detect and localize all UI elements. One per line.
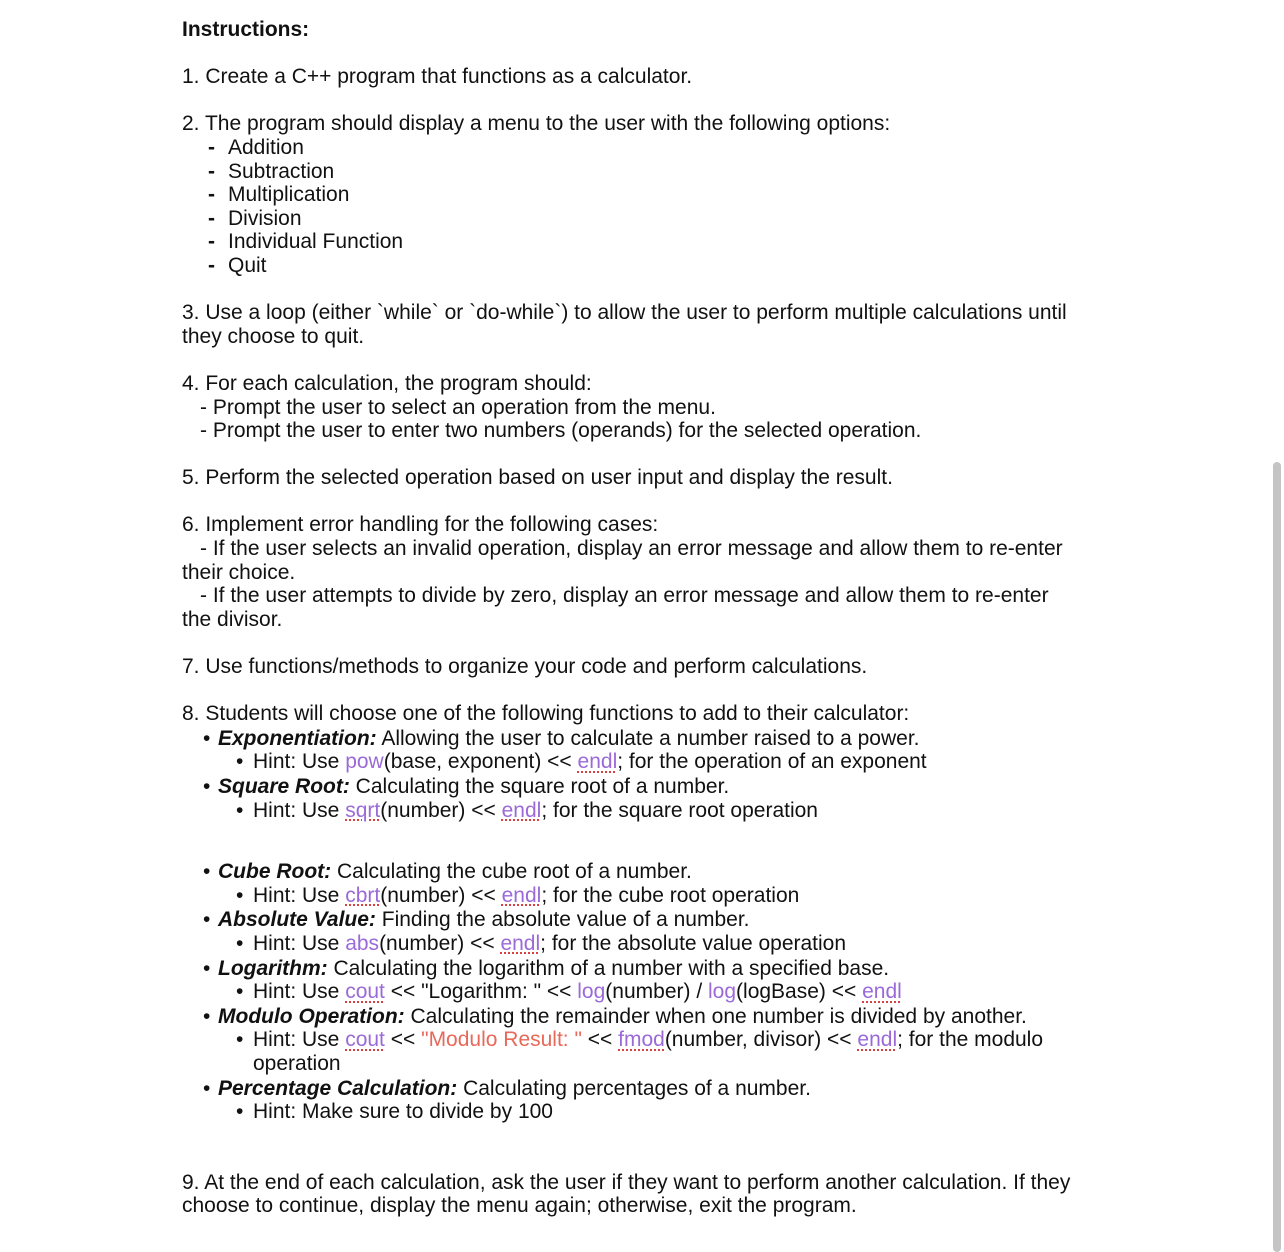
step-2: 2. The program should display a menu to the user with the following options: [182,112,891,136]
list-item: - Individual Function [182,230,1112,254]
step-7: 7. Use functions/methods to organize your code and perform calculations. [182,655,868,679]
hint: • Hint: Use cout << "Modulo Result: " << fmod(number, divisor) << endl; for the modulo operation [182,1028,1112,1075]
hint: • Hint: Use abs(number) << endl; for the absolute value operation [182,932,1112,956]
list-item: - Division [182,207,1112,231]
step-8: 8. Students will choose one of the following functions to add to their calculator: [182,702,910,726]
list-item: - Quit [182,254,1112,278]
page-title: Instructions: [182,18,310,41]
step-4-sub: - Prompt the user to select an operation from the menu. [200,395,716,419]
step-5: 5. Perform the selected operation based on user input and display the result. [182,466,893,490]
function-item-absolute-value: • Absolute Value: Finding the absolute value of a number. [182,908,1112,932]
function-item-percentage: • Percentage Calculation: Calculating percentages of a number. [182,1077,1112,1101]
list-item: - Addition [182,136,1112,160]
function-item-modulo: • Modulo Operation: Calculating the remainder when one number is divided by another. [182,1005,1112,1029]
step-6: 6. Implement error handling for the following cases: [182,513,659,537]
function-item-cube-root: • Cube Root: Calculating the cube root of a number. [182,860,1112,884]
list-item: - Multiplication [182,183,1112,207]
step-6-sub: - If the user attempts to divide by zero, display an error message and allow them to re-enter [200,584,1049,608]
step-3: 3. Use a loop (either `while` or `do-while`) to allow the user to perform multiple calculations until they choose to quit. [182,301,1067,348]
hint: • Hint: Use cout << "Logarithm: " << log(number) / log(logBase) << endl [182,980,1112,1004]
step-6-sub-cont: the divisor. [182,607,283,631]
step-4-sub: - Prompt the user to enter two numbers (operands) for the selected operation. [200,419,922,443]
step-1: 1. Create a C++ program that functions as a calculator. [182,65,693,89]
list-item: - Subtraction [182,160,1112,184]
step-6-sub: - If the user selects an invalid operation, display an error message and allow them to re-enter [200,537,1063,561]
document-body [182,18,1112,1218]
function-item-exponentiation: • Exponentiation: Allowing the user to calculate a number raised to a power. [182,727,1112,751]
hint: • Hint: Use pow(base, exponent) << endl; for the operation of an exponent [182,750,1112,774]
vertical-scrollbar[interactable] [1273,462,1281,1252]
function-item-logarithm: • Logarithm: Calculating the logarithm of a number with a specified base. [182,957,1112,981]
hint: • Hint: Use sqrt(number) << endl; for the square root operation [182,799,1112,823]
step-4: 4. For each calculation, the program should: [182,371,592,395]
hint: • Hint: Make sure to divide by 100 [182,1100,1112,1124]
function-item-square-root: • Square Root: Calculating the square root of a number. [182,775,1112,799]
hint: • Hint: Use cbrt(number) << endl; for the cube root operation [182,884,1112,908]
function-list [182,727,1112,1124]
step-6-sub-cont: their choice. [182,560,296,584]
step-9: 9. At the end of each calculation, ask the user if they want to perform another calculation. If they choose to continue, display the menu again; otherwise, exit the program. [182,1170,1071,1218]
menu-options-list [182,136,1112,278]
